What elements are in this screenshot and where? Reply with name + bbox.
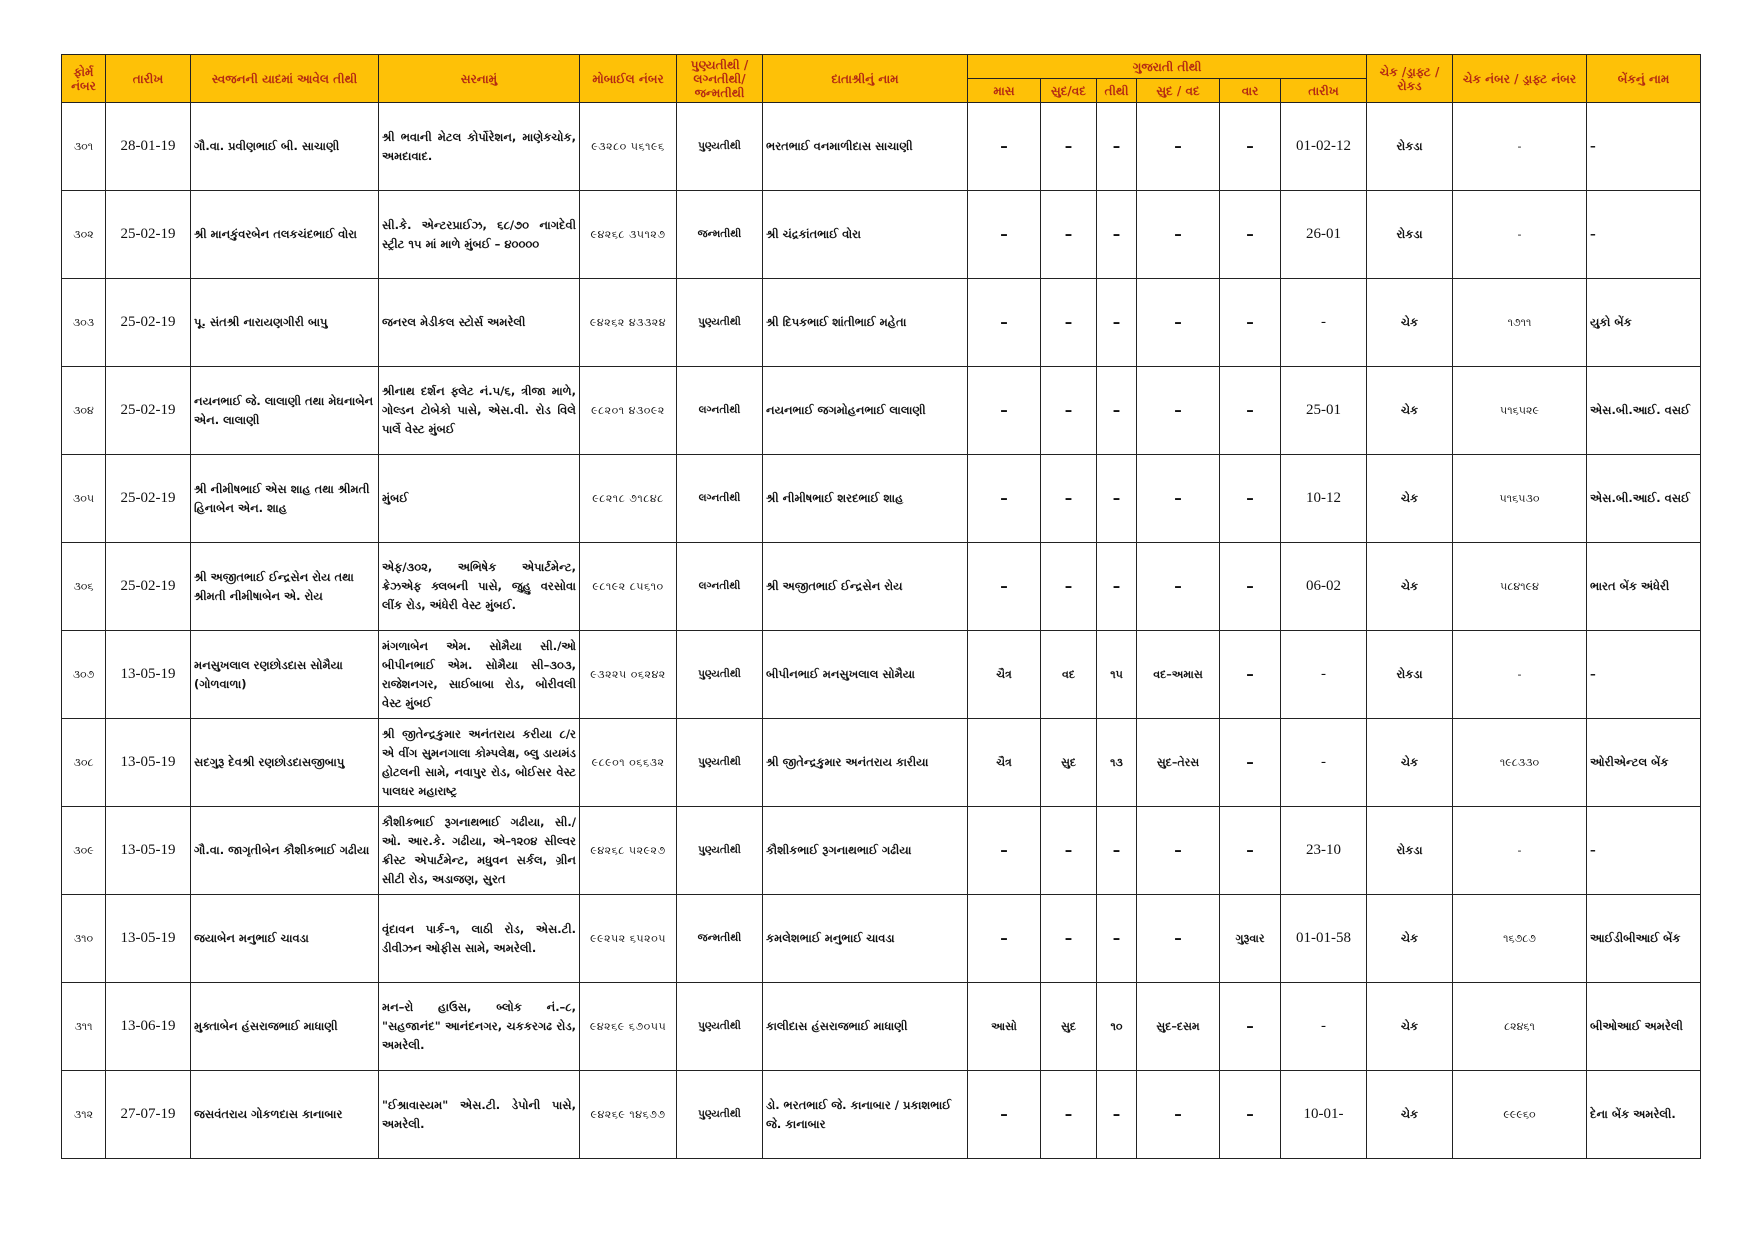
header-occasion: પુણ્યતીથી / લગ્નતીથી/ જન્મતીથી — [677, 55, 763, 103]
date-cell: 13-05-19 — [106, 719, 191, 807]
payment-mode-cell: ચેક — [1367, 543, 1453, 631]
cheque-no-cell: - — [1453, 191, 1587, 279]
occasion-cell: લગ્નતીથી — [677, 543, 763, 631]
date-cell: 25-02-19 — [106, 191, 191, 279]
sud-vad-name-cell: – — [1137, 367, 1220, 455]
month-cell: – — [968, 807, 1041, 895]
sud-vad-name-cell: – — [1137, 807, 1220, 895]
payment-mode-cell: ચેક — [1367, 1071, 1453, 1159]
occasion-cell: પુણ્યતીથી — [677, 983, 763, 1071]
address-cell: શ્રી જીતેન્દ્રકુમાર અનંતરાય કરીયા ૮/ર એ વીંગ સુમનગાલા કોમ્પલેક્ષ, બ્લુ ડાયમંડ હોટલની સામે, નવાપુર રોડ, બોઈસર વેસ્ટ પાલઘર મહારાષ્ટ્ર — [379, 719, 580, 807]
date-cell: 13-05-19 — [106, 631, 191, 719]
sud-vad-cell: – — [1041, 279, 1097, 367]
tithi-date-cell: 26-01 — [1281, 191, 1367, 279]
form-no-cell: ૩૦૩ — [62, 279, 106, 367]
weekday-cell: – — [1220, 103, 1281, 191]
bank-name-cell: બીઓઆઈ અમરેલી — [1587, 983, 1701, 1071]
bank-name-cell: – — [1587, 103, 1701, 191]
table-row — [62, 895, 1701, 983]
payment-mode-cell: ચેક — [1367, 719, 1453, 807]
memorial-name-cell: પૂ. સંતશ્રી નારાયણગીરી બાપુ — [191, 279, 379, 367]
address-cell: જનરલ મેડીકલ સ્ટોર્સ અમરેલી — [379, 279, 580, 367]
sud-vad-name-cell: – — [1137, 279, 1220, 367]
occasion-cell: લગ્નતીથી — [677, 455, 763, 543]
mobile-cell: ૯૩૨૮૦ ૫૬૧૯૬ — [580, 103, 677, 191]
weekday-cell: – — [1220, 1071, 1281, 1159]
form-no-cell: ૩૧૧ — [62, 983, 106, 1071]
cheque-no-cell: ૧૬૭૮૭ — [1453, 895, 1587, 983]
donor-name-cell: શ્રી નીમીષભાઈ શરદભાઈ શાહ — [763, 455, 968, 543]
header-month: માસ — [968, 79, 1041, 103]
weekday-cell: – — [1220, 543, 1281, 631]
table-row — [62, 367, 1701, 455]
mobile-cell: ૯૮૨૦૧ ૪૩૦૯૨ — [580, 367, 677, 455]
donor-name-cell: કૌશીકભાઈ રૂગનાથભાઈ ગઢીયા — [763, 807, 968, 895]
tithi-cell: – — [1097, 191, 1137, 279]
occasion-cell: જન્મતીથી — [677, 895, 763, 983]
donor-name-cell: ડો. ભરતભાઈ જે. કાનાબાર / પ્રકાશભાઈ જે. કાનાબાર — [763, 1071, 968, 1159]
tithi-date-cell: - — [1281, 983, 1367, 1071]
memorial-name-cell: શ્રી નીમીષભાઈ એસ શાહ તથા શ્રીમતી હિનાબેન એન. શાહ — [191, 455, 379, 543]
payment-mode-cell: ચેક — [1367, 455, 1453, 543]
header-mobile: મોબાઈલ નંબર — [580, 55, 677, 103]
occasion-cell: પુણ્યતીથી — [677, 103, 763, 191]
table-row — [62, 543, 1701, 631]
tithi-cell: – — [1097, 1071, 1137, 1159]
month-cell: – — [968, 367, 1041, 455]
date-cell: 13-05-19 — [106, 895, 191, 983]
address-cell: શ્રીનાથ દર્શન ફ્લેટ નં.૫/૬, ત્રીજા માળે, ગોલ્ડન ટોબેકો પાસે, એસ.વી. રોડ વિલે પાર્લે વેસ્ટ મુંબઈ — [379, 367, 580, 455]
form-no-cell: ૩૧૦ — [62, 895, 106, 983]
sud-vad-cell: – — [1041, 367, 1097, 455]
sud-vad-name-cell: – — [1137, 455, 1220, 543]
occasion-cell: પુણ્યતીથી — [677, 1071, 763, 1159]
payment-mode-cell: ચેક — [1367, 279, 1453, 367]
address-cell: "ઈશ્રાવાસ્યમ" એસ.ટી. ડેપોની પાસે, અમરેલી. — [379, 1071, 580, 1159]
month-cell: – — [968, 543, 1041, 631]
form-no-cell: ૩૦૬ — [62, 543, 106, 631]
month-cell: – — [968, 103, 1041, 191]
weekday-cell: – — [1220, 983, 1281, 1071]
weekday-cell: – — [1220, 455, 1281, 543]
bank-name-cell: યુકો બેંક — [1587, 279, 1701, 367]
table-row — [62, 103, 1701, 191]
mobile-cell: ૯૪૨૬૮ ૩૫૧૨૭ — [580, 191, 677, 279]
sud-vad-name-cell: સુદ–તેરસ — [1137, 719, 1220, 807]
cheque-no-cell: - — [1453, 103, 1587, 191]
tithi-cell: – — [1097, 807, 1137, 895]
weekday-cell: – — [1220, 807, 1281, 895]
date-cell: 25-02-19 — [106, 455, 191, 543]
date-cell: 25-02-19 — [106, 279, 191, 367]
header-donor-name: દાતાશ્રીનું નામ — [763, 55, 968, 103]
table-row — [62, 1071, 1701, 1159]
sud-vad-cell: – — [1041, 1071, 1097, 1159]
tithi-date-cell: 25-01 — [1281, 367, 1367, 455]
memorial-name-cell: નયનભાઈ જે. લાલાણી તથા મેઘનાબેન એન. લાલાણી — [191, 367, 379, 455]
form-no-cell: ૩૦૨ — [62, 191, 106, 279]
header-sud-vad-name: સુદ / વદ — [1137, 79, 1220, 103]
form-no-cell: ૩૦૮ — [62, 719, 106, 807]
memorial-name-cell: ગૌ.વા. જાગૃતીબેન કૌશીકભાઈ ગઢીયા — [191, 807, 379, 895]
donor-name-cell: બીપીનભાઈ મનસુખલાલ સોમૈયા — [763, 631, 968, 719]
bank-name-cell: એસ.બી.આઈ. વસઈ — [1587, 367, 1701, 455]
cheque-no-cell: - — [1453, 807, 1587, 895]
donor-name-cell: નયનભાઈ જગમોહનભાઈ લાલાણી — [763, 367, 968, 455]
donor-name-cell: શ્રી જીતેન્દ્રકુમાર અનંતરાય કારીયા — [763, 719, 968, 807]
address-cell: સી.કે. એન્ટરપ્રાઈઝ, ૬૮/૭૦ નાગદેવી સ્ટ્રીટ ૧૫ માં માળે મુંબઈ – ૪૦૦૦૦ — [379, 191, 580, 279]
cheque-no-cell: ૧૭૧૧ — [1453, 279, 1587, 367]
date-cell: 13-05-19 — [106, 807, 191, 895]
occasion-cell: પુણ્યતીથી — [677, 807, 763, 895]
memorial-name-cell: શ્રી અજીતભાઈ ઈન્દ્રસેન રોય તથા શ્રીમતી નીમીષાબેન એ. રોય — [191, 543, 379, 631]
sud-vad-cell: – — [1041, 895, 1097, 983]
occasion-cell: પુણ્યતીથી — [677, 631, 763, 719]
memorial-name-cell: ગૌ.વા. પ્રવીણભાઈ બી. સાચાણી — [191, 103, 379, 191]
mobile-cell: ૯૪૨૬૮ ૫૨૯૨૭ — [580, 807, 677, 895]
memorial-name-cell: જસવંતરાય ગોકળદાસ કાનાબાર — [191, 1071, 379, 1159]
sud-vad-cell: સુદ — [1041, 983, 1097, 1071]
form-no-cell: ૩૦૭ — [62, 631, 106, 719]
tithi-date-cell: 10-12 — [1281, 455, 1367, 543]
mobile-cell: ૯૯૨૫૨ ૬૫૨૦૫ — [580, 895, 677, 983]
table-row — [62, 719, 1701, 807]
mobile-cell: ૯૮૨૧૮ ૭૧૮૪૮ — [580, 455, 677, 543]
cheque-no-cell: ૫૧૬૫૩૦ — [1453, 455, 1587, 543]
weekday-cell: – — [1220, 367, 1281, 455]
cheque-no-cell: ૧૯૮૩૩૦ — [1453, 719, 1587, 807]
address-cell: શ્રી ભવાની મેટલ કોર્પોરેશન, માણેકચોક, અમદાવાદ. — [379, 103, 580, 191]
sud-vad-name-cell: વદ–અમાસ — [1137, 631, 1220, 719]
weekday-cell: – — [1220, 631, 1281, 719]
tithi-cell: – — [1097, 895, 1137, 983]
payment-mode-cell: રોકડા — [1367, 631, 1453, 719]
payment-mode-cell: રોકડા — [1367, 103, 1453, 191]
cheque-no-cell: - — [1453, 631, 1587, 719]
tithi-cell: ૧૦ — [1097, 983, 1137, 1071]
donation-register-table — [61, 54, 1701, 1159]
header-weekday: વાર — [1220, 79, 1281, 103]
sud-vad-name-cell: – — [1137, 543, 1220, 631]
bank-name-cell: દેના બેંક અમરેલી. — [1587, 1071, 1701, 1159]
address-cell: મુંબઈ — [379, 455, 580, 543]
table-header — [62, 55, 1701, 103]
table-body — [62, 103, 1701, 1159]
payment-mode-cell: ચેક — [1367, 367, 1453, 455]
month-cell: ચૈત્ર — [968, 719, 1041, 807]
mobile-cell: ૯૪૨૬૨ ૪૩૩૨૪ — [580, 279, 677, 367]
form-no-cell: ૩૦૫ — [62, 455, 106, 543]
memorial-name-cell: સદગુરૂ દેવશ્રી રણછોડદાસજીબાપુ — [191, 719, 379, 807]
address-cell: વૃંદાવન પાર્ક–૧, લાઠી રોડ, એસ.ટી. ડીવીઝન ઓફીસ સામે, અમરેલી. — [379, 895, 580, 983]
tithi-cell: – — [1097, 103, 1137, 191]
payment-mode-cell: ચેક — [1367, 983, 1453, 1071]
cheque-no-cell: ૯૯૯૬૦ — [1453, 1071, 1587, 1159]
sud-vad-cell: – — [1041, 807, 1097, 895]
header-form-no: ફોર્મ નંબર — [62, 55, 106, 103]
header-payment-mode: ચેક /ડ્રાફ્ટ / રોકડ — [1367, 55, 1453, 103]
tithi-date-cell: 06-02 — [1281, 543, 1367, 631]
mobile-cell: ૯૪૨૬૯ ૧૪૬૭૭ — [580, 1071, 677, 1159]
tithi-date-cell: - — [1281, 719, 1367, 807]
payment-mode-cell: રોકડા — [1367, 807, 1453, 895]
occasion-cell: જન્મતીથી — [677, 191, 763, 279]
memorial-name-cell: જયાબેન મનુભાઈ ચાવડા — [191, 895, 379, 983]
form-no-cell: ૩૧૨ — [62, 1071, 106, 1159]
bank-name-cell: એસ.બી.આઈ. વસઈ — [1587, 455, 1701, 543]
sud-vad-cell: વદ — [1041, 631, 1097, 719]
month-cell: – — [968, 1071, 1041, 1159]
form-no-cell: ૩૦૪ — [62, 367, 106, 455]
month-cell: આસો — [968, 983, 1041, 1071]
sud-vad-name-cell: સુદ–દસમ — [1137, 983, 1220, 1071]
address-cell: મન–રો હાઉસ, બ્લોક નં.–૮, "સહજાનંદ" આનંદનગર, ચકકરગઢ રોડ, અમરેલી. — [379, 983, 580, 1071]
tithi-cell: – — [1097, 455, 1137, 543]
tithi-cell: – — [1097, 279, 1137, 367]
bank-name-cell: ભારત બેંક અંધેરી — [1587, 543, 1701, 631]
memorial-name-cell: મનસુખલાલ રણછોડદાસ સોમૈયા (ગોળવાળા) — [191, 631, 379, 719]
month-cell: – — [968, 191, 1041, 279]
sud-vad-cell: – — [1041, 455, 1097, 543]
tithi-date-cell: 01-01-58 — [1281, 895, 1367, 983]
date-cell: 13-06-19 — [106, 983, 191, 1071]
occasion-cell: લગ્નતીથી — [677, 367, 763, 455]
donor-name-cell: શ્રી ચંદ્રકાંતભાઈ વોરા — [763, 191, 968, 279]
sud-vad-cell: સુદ — [1041, 719, 1097, 807]
address-cell: એફ/૩૦૨, અભિષેક એપાર્ટમેન્ટ, ક્રેઝએફ ક્લબની પાસે, જુહુ વરસોવા લીંક રોડ, અંધેરી વેસ્ટ મુંબઈ. — [379, 543, 580, 631]
occasion-cell: પુણ્યતીથી — [677, 279, 763, 367]
header-cheque-no: ચેક નંબર / ડ્રાફ્ટ નંબર — [1453, 55, 1587, 103]
table-row — [62, 455, 1701, 543]
donor-name-cell: શ્રી અજીતભાઈ ઈન્દ્રસેન રોય — [763, 543, 968, 631]
payment-mode-cell: ચેક — [1367, 895, 1453, 983]
cheque-no-cell: ૫૮૪૧૯૪ — [1453, 543, 1587, 631]
donation-register-sheet — [61, 54, 1700, 1159]
table-row — [62, 279, 1701, 367]
donor-name-cell: કમલેશભાઈ મનુભાઈ ચાવડા — [763, 895, 968, 983]
bank-name-cell: – — [1587, 191, 1701, 279]
sud-vad-name-cell: – — [1137, 1071, 1220, 1159]
table-row — [62, 191, 1701, 279]
mobile-cell: ૯૩૨૨૫ ૦૬૨૪૨ — [580, 631, 677, 719]
tithi-date-cell: 23-10 — [1281, 807, 1367, 895]
table-row — [62, 983, 1701, 1071]
month-cell: – — [968, 279, 1041, 367]
bank-name-cell: આઈડીબીઆઈ બેંક — [1587, 895, 1701, 983]
weekday-cell: – — [1220, 191, 1281, 279]
sud-vad-name-cell: – — [1137, 103, 1220, 191]
date-cell: 27-07-19 — [106, 1071, 191, 1159]
bank-name-cell: ઓરીએન્ટલ બેંક — [1587, 719, 1701, 807]
header-gujarati-tithi: ગુજરાતી તીથી — [968, 55, 1367, 79]
date-cell: 25-02-19 — [106, 543, 191, 631]
weekday-cell: – — [1220, 719, 1281, 807]
sud-vad-cell: – — [1041, 191, 1097, 279]
weekday-cell: – — [1220, 279, 1281, 367]
header-tithi: તીથી — [1097, 79, 1137, 103]
header-sud-vad: સુદ/વદ — [1041, 79, 1097, 103]
tithi-cell: ૧૫ — [1097, 631, 1137, 719]
tithi-date-cell: 01-02-12 — [1281, 103, 1367, 191]
month-cell: – — [968, 895, 1041, 983]
cheque-no-cell: ૫૧૬૫૨૯ — [1453, 367, 1587, 455]
address-cell: મંગળાબેન એમ. સોમૈયા સી./ઓ બીપીનભાઈ એમ. સોમૈયા સી–૩૦૩, રાજેશનગર, સાઈબાબા રોડ, બોરીવલી વેસ્ટ મુંબઈ — [379, 631, 580, 719]
weekday-cell: ગુરૂવાર — [1220, 895, 1281, 983]
table-row — [62, 631, 1701, 719]
header-address: સરનામું — [379, 55, 580, 103]
tithi-date-cell: 10-01- — [1281, 1071, 1367, 1159]
table-row — [62, 807, 1701, 895]
occasion-cell: પુણ્યતીથી — [677, 719, 763, 807]
memorial-name-cell: શ્રી માનકુંવરબેન તલકચંદભાઈ વોરા — [191, 191, 379, 279]
header-bank-name: બેંકનું નામ — [1587, 55, 1701, 103]
sud-vad-name-cell: – — [1137, 895, 1220, 983]
sud-vad-cell: – — [1041, 103, 1097, 191]
tithi-date-cell: - — [1281, 631, 1367, 719]
header-memorial-tithi: સ્વજનની યાદમાં આવેલ તીથી — [191, 55, 379, 103]
mobile-cell: ૯૮૧૯૨ ૮૫૬૧૦ — [580, 543, 677, 631]
sud-vad-cell: – — [1041, 543, 1097, 631]
header-tithi-date: તારીખ — [1281, 79, 1367, 103]
bank-name-cell: – — [1587, 631, 1701, 719]
tithi-date-cell: - — [1281, 279, 1367, 367]
date-cell: 28-01-19 — [106, 103, 191, 191]
header-date: તારીખ — [106, 55, 191, 103]
donor-name-cell: શ્રી દિપકભાઈ શાંતીભાઈ મહેતા — [763, 279, 968, 367]
bank-name-cell: – — [1587, 807, 1701, 895]
donor-name-cell: કાલીદાસ હંસરાજભાઈ માધાણી — [763, 983, 968, 1071]
memorial-name-cell: મુક્તાબેન હંસરાજભાઈ માધાણી — [191, 983, 379, 1071]
form-no-cell: ૩૦૯ — [62, 807, 106, 895]
tithi-cell: – — [1097, 367, 1137, 455]
form-no-cell: ૩૦૧ — [62, 103, 106, 191]
sud-vad-name-cell: – — [1137, 191, 1220, 279]
donor-name-cell: ભરતભાઈ વનમાળીદાસ સાચાણી — [763, 103, 968, 191]
month-cell: – — [968, 455, 1041, 543]
mobile-cell: ૯૪૨૬૯ ૬૭૦૫૫ — [580, 983, 677, 1071]
address-cell: કૌશીકભાઈ રૂગનાથભાઈ ગઢીયા, સી./ઓ. આર.કે. ગઢીયા, એ–૧૨૦૪ સીલ્વર ક્રીસ્ટ એપાર્ટમેન્ટ, મધુવન સર્કલ, ગ્રીન સીટી રોડ, અડાજણ, સુરત — [379, 807, 580, 895]
month-cell: ચૈત્ર — [968, 631, 1041, 719]
tithi-cell: – — [1097, 543, 1137, 631]
tithi-cell: ૧૩ — [1097, 719, 1137, 807]
mobile-cell: ૯૮૯૦૧ ૦૬૬૩૨ — [580, 719, 677, 807]
cheque-no-cell: ૮૨૪૬૧ — [1453, 983, 1587, 1071]
payment-mode-cell: રોકડા — [1367, 191, 1453, 279]
date-cell: 25-02-19 — [106, 367, 191, 455]
